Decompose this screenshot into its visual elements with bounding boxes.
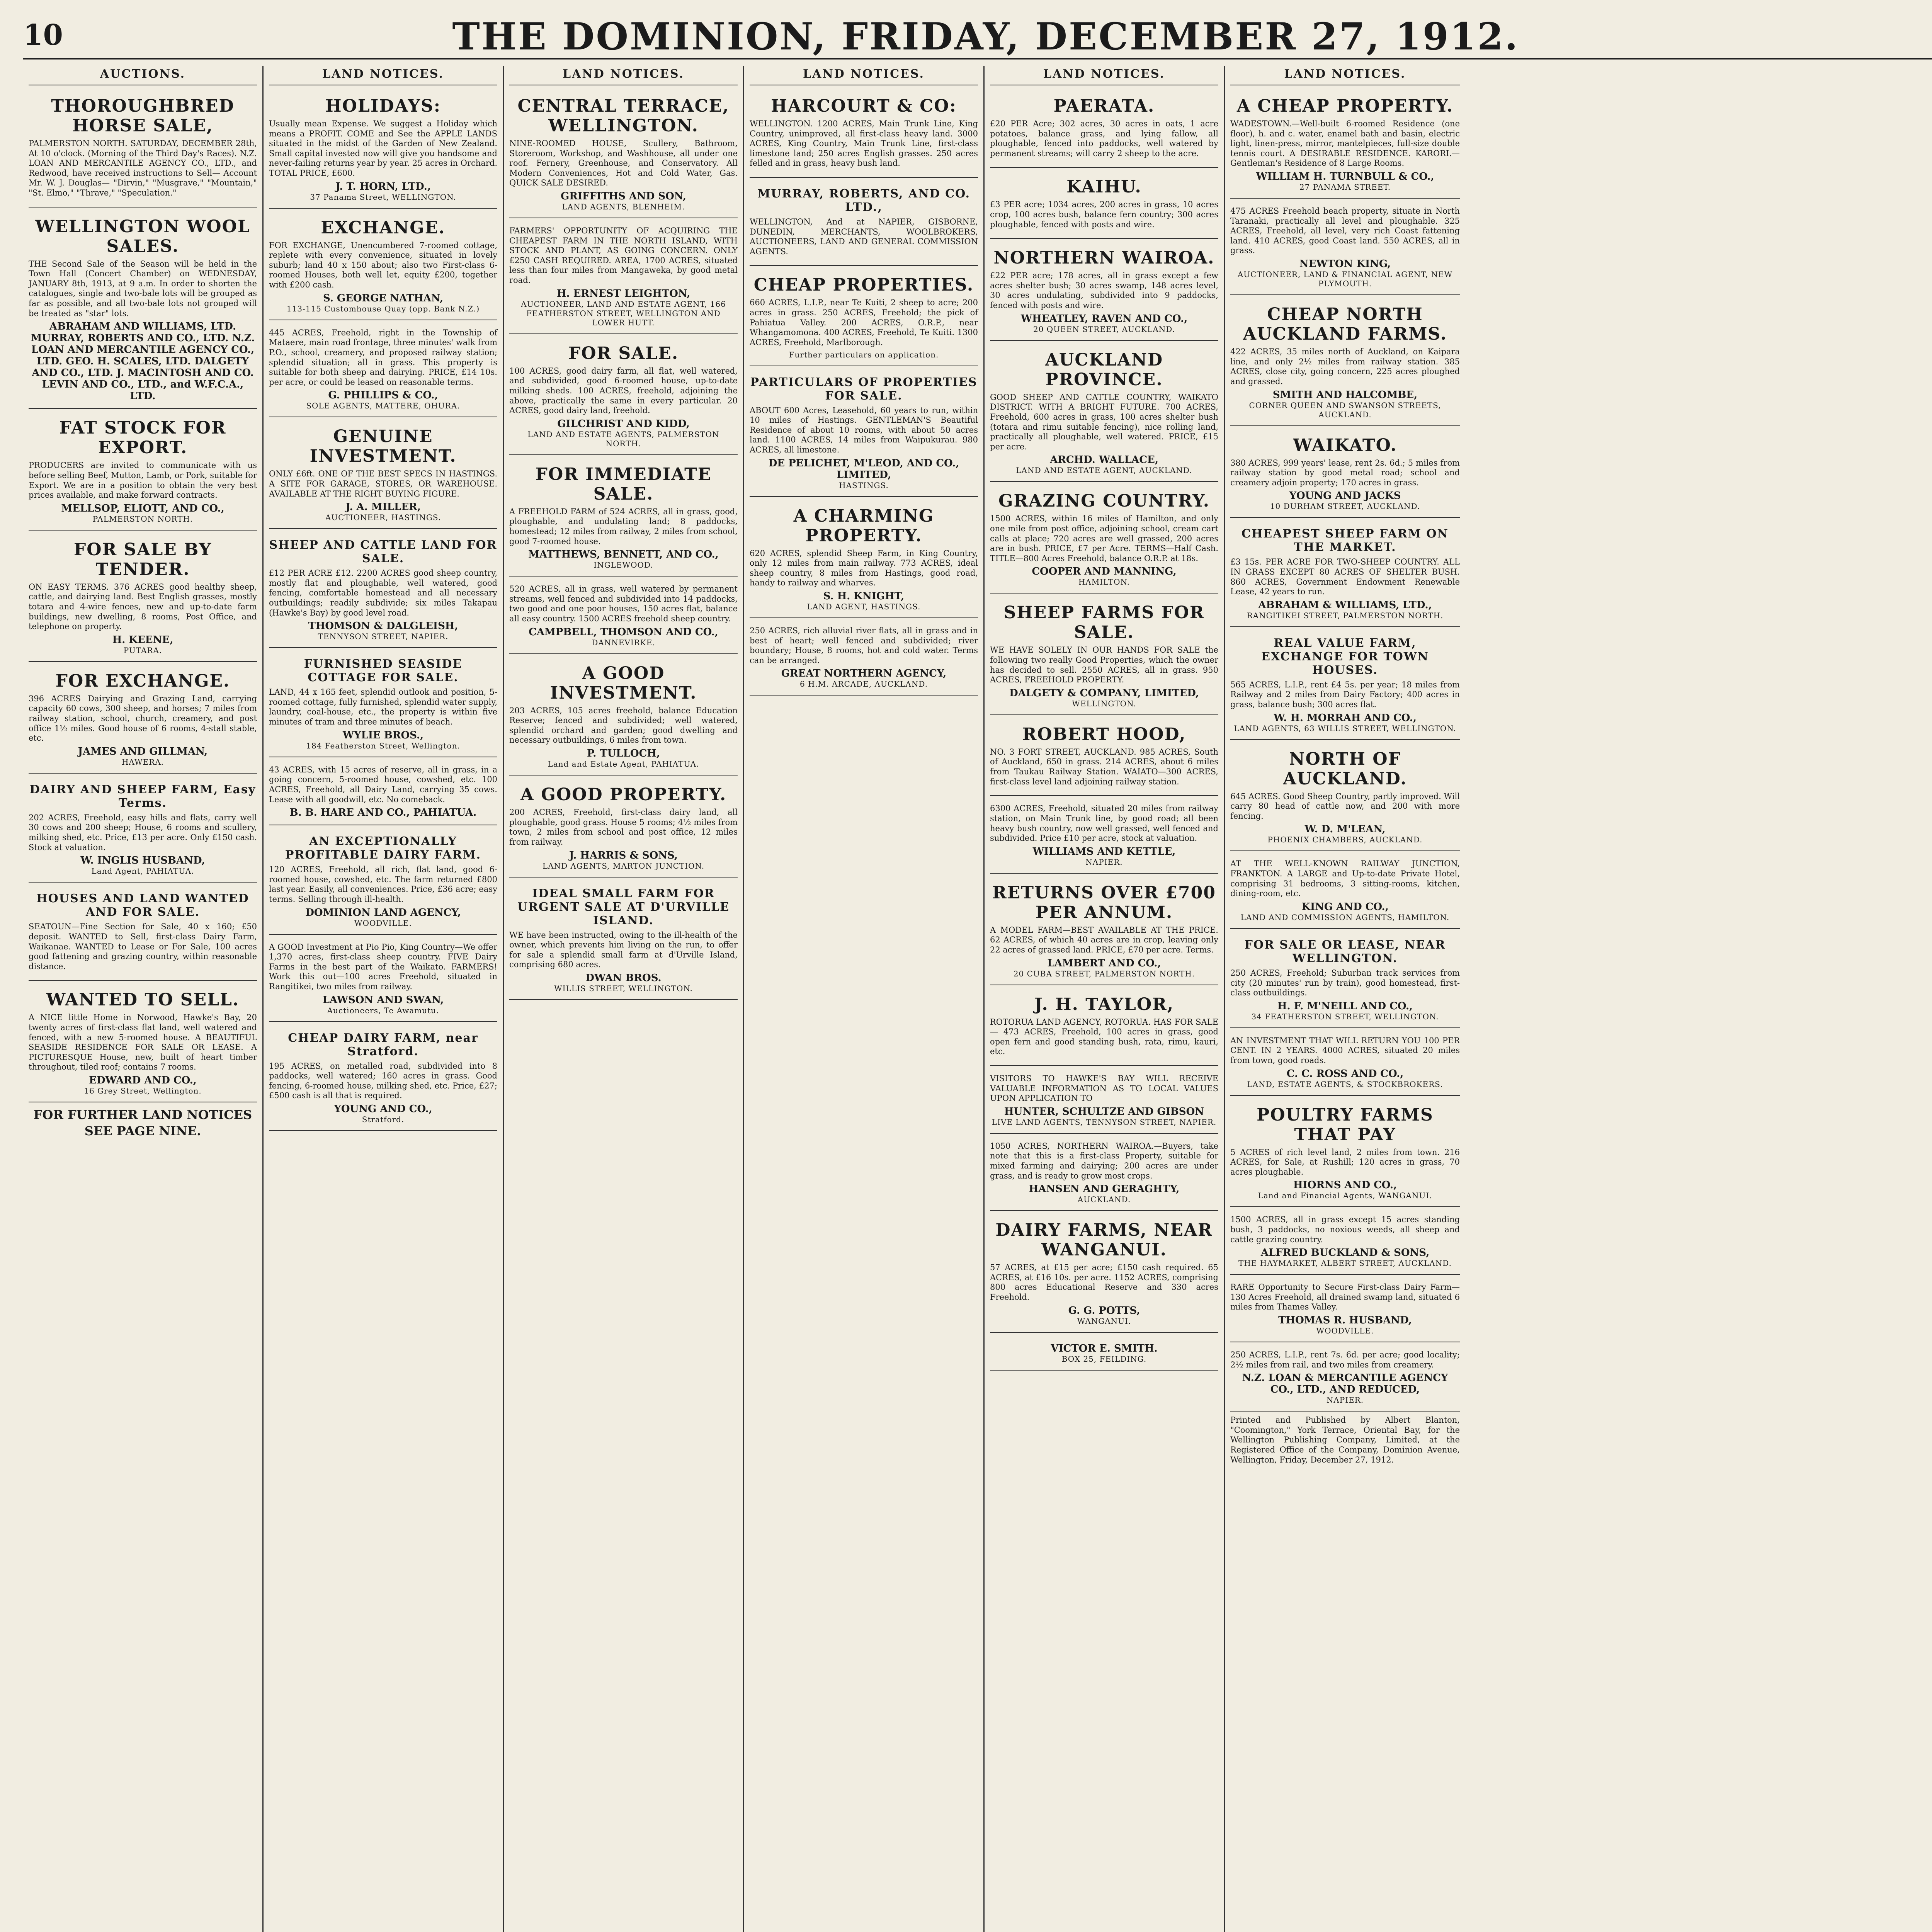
advertisement (990, 1337, 1218, 1371)
ad-body: 250 ACRES, L.I.P., rent 7s. 6d. per acre; good locality; 2½ miles from rail, and two miles from creamery. (1230, 1350, 1460, 1369)
column-1 (23, 66, 264, 1932)
ad-advertiser: DOMINION LAND AGENCY, (305, 906, 461, 918)
ad-advertiser: HANSEN AND GERAGHTY, (1029, 1183, 1180, 1195)
ad-body: A FREEHOLD FARM of 524 ACRES, all in grass, good, ploughable, and undulating land; 8 paddocks, homestead; 12 miles from railway, 2 miles from school, good 7-roomed house. (509, 507, 738, 546)
column-6 (1225, 66, 1465, 1932)
advertisement (509, 222, 738, 334)
see-page-nine-note: FOR FURTHER LAND NOTICES SEE PAGE NINE. (33, 1107, 252, 1138)
advertisement (1230, 631, 1460, 740)
ad-title: THOROUGHBRED HORSE SALE, (51, 96, 235, 136)
ad-body: WADESTOWN.—Well-built 6-roomed Residence (one floor), h. and c. water, enamel bath and basin, electric light, linen-press, mirror, mantelpieces, full-size double tennis court. A DESIRABLE RESIDENCE. KARORI.—Gentleman's Residence of 8 Large Rooms. (1230, 119, 1460, 168)
ad-title: PAERATA. (1053, 96, 1155, 116)
ad-address: CORNER QUEEN AND SWANSON STREETS, AUCKLAND. (1249, 400, 1441, 419)
ad-body: ABOUT 600 Acres, Leasehold, 60 years to run, within 10 miles of Hastings. GENTLEMAN'S Beautiful Residence of about 10 rooms, with about 50 acres land. 1100 ACRES, 14 miles from Waipukurau. 980 ACRES, all limestone. (750, 405, 978, 454)
ad-address: Auctioneers, Te Awamutu. (327, 1005, 439, 1015)
printer-imprint: Printed and Published by Albert Blanton, "Coomington," York Terrace, Oriental Bay, for the Wellington Publishing Company, Limited, at the Registered Office of the Company, Dominion Avenue, Wellington, Friday, December 27, 1912. (1230, 1415, 1460, 1464)
ad-title: WANTED TO SELL. (46, 990, 240, 1010)
column-heading: AUCTIONS. (29, 66, 257, 85)
ad-advertiser: WYLIE BROS., (342, 729, 424, 741)
ad-body: 43 ACRES, with 15 acres of reserve, all in grass, in a going concern, 5-roomed house, cowshed, etc. 100 ACRES, Freehold, all Dairy Land, carrying 35 cows. Lease with all goodwill, etc. No comeback. (269, 765, 497, 804)
ad-title: CHEAP DAIRY FARM, near Stratford. (288, 1031, 478, 1058)
ad-body: FARMERS' OPPORTUNITY OF ACQUIRING THE CHEAPEST FARM IN THE NORTH ISLAND, WITH STOCK AND PLANT, AS GOING CONCERN. ONLY £250 CASH REQUIRED. AREA, 1700 ACRES, situated less than four miles from Mangaweka, by good metal road. (509, 226, 738, 285)
ad-address: HAMILTON. (1078, 577, 1130, 587)
ad-address: LAND AND COMMISSION AGENTS, HAMILTON. (1240, 912, 1450, 922)
advertisement (1230, 91, 1460, 199)
ad-address: 6 H.M. ARCADE, AUCKLAND. (799, 679, 928, 689)
ad-advertiser: ALFRED BUCKLAND & SONS, (1260, 1247, 1430, 1259)
ad-body: A MODEL FARM—BEST AVAILABLE AT THE PRICE. 62 ACRES, of which 40 acres are in crop, leaving only 22 acres of grassed land. PRICE, £70 per acre. Terms. (990, 925, 1218, 954)
advertisement (750, 370, 978, 497)
ad-advertiser: HUNTER, SCHULTZE AND GIBSON (1004, 1105, 1204, 1117)
ad-address: WOODVILLE. (1316, 1326, 1374, 1336)
advertisement (990, 1215, 1218, 1332)
advertisement (269, 1026, 497, 1131)
advertisement (509, 580, 738, 654)
ad-body: RARE Opportunity to Secure First-class Dairy Farm—130 Acres Freehold, all drained swamp land, situated 6 miles from Thames Valley. (1230, 1282, 1460, 1312)
ad-advertiser: W. D. M'LEAN, (1304, 823, 1386, 835)
ad-advertiser: W. H. MORRAH AND CO., (1274, 712, 1417, 724)
page-number: 10 (23, 19, 63, 52)
advertisement (269, 939, 497, 1022)
ad-advertiser: MELLSOP, ELIOTT, AND CO., (61, 502, 224, 514)
advertisement (1230, 430, 1460, 518)
ad-body: 565 ACRES, L.I.P., rent £4 5s. per year; 18 miles from Railway and 2 miles from Dairy Factory; 400 acres in grass, balance bush; 300 acres flat. (1230, 680, 1460, 709)
ad-address: Land and Estate Agent, PAHIATUA. (548, 759, 699, 769)
ad-body: 445 ACRES, Freehold, right in the Township of Mataere, main road frontage, three minutes' walk from P.O., school, creamery, and proposed railway station; splendid situation; all in grass. This property is suitable for both sheep and dairying. PRICE, £14 10s. per acre, or could be leased on reasonable terms. (269, 328, 497, 387)
ad-advertiser: THOMSON & DALGLEISH, (308, 620, 458, 632)
ad-advertiser: VICTOR E. SMITH. (1051, 1342, 1158, 1354)
ad-advertiser: J. HARRIS & SONS, (569, 849, 678, 861)
column-heading: LAND NOTICES. (990, 66, 1218, 85)
ad-title: WELLINGTON WOOL SALES. (35, 216, 250, 256)
ad-address: 10 DURHAM STREET, AUCKLAND. (1270, 502, 1420, 511)
ad-title: AUCKLAND PROVINCE. (1045, 350, 1163, 389)
ad-body: WELLINGTON. 1200 ACRES, Main Trunk Line, King Country, unimproved, all first-class heavy land. 3000 ACRES, King Country, Main Trunk Line, first-class limestone land; 250 acres English grasses. 250 acres felled and in grass, heavy bush land. (750, 119, 978, 168)
ad-body: PALMERSTON NORTH. SATURDAY, DECEMBER 28th, At 10 o'clock. (Morning of the Third Day's Races). N.Z. LOAN AND MERCANTILE AGENCY CO., LTD., and Redwood, have received instructions to Sell— Account Mr. W. J. Douglas— "Dirvin," "Musgrave," "Mountain," "St. Elmo," "Thrave," "Speculation." (29, 139, 257, 198)
ad-address: BOX 25, FEILDING. (1061, 1354, 1147, 1364)
ad-address: LIVE LAND AGENTS, TENNYSON STREET, NAPIER. (992, 1117, 1217, 1127)
ad-body: VISITORS TO HAWKE'S BAY WILL RECEIVE VALUABLE INFORMATION AS TO LOCAL VALUES UPON APPLICATION TO (990, 1073, 1218, 1103)
ad-address: LAND AGENT, HASTINGS. (807, 602, 921, 612)
ad-body: NO. 3 FORT STREET, AUCKLAND. 985 ACRES, South of Auckland, 650 in grass. 214 ACRES, about 6 miles from Taukau Railway Station. WAIATO—300 ACRES, first-class level land adjoining railway station. (990, 747, 1218, 786)
ad-title: AN EXCEPTIONALLY PROFITABLE DAIRY FARM. (285, 835, 481, 862)
ad-advertiser: W. INGLIS HUSBAND, (80, 855, 205, 867)
ad-address: WOODVILLE. (354, 918, 412, 928)
ad-address: RANGITIKEI STREET, PALMERSTON NORTH. (1247, 611, 1444, 620)
ad-title: PARTICULARS OF PROPERTIES FOR SALE. (750, 375, 978, 403)
ad-address: LAND AGENTS, BLENHEIM. (562, 202, 685, 212)
advertisement (269, 652, 497, 757)
ad-advertiser: J. A. MILLER, (345, 501, 421, 513)
ad-address: 184 Featherston Street, Wellington. (306, 741, 460, 750)
columns-container (23, 66, 1932, 1932)
ad-advertiser: SMITH AND HALCOMBE, (1272, 389, 1418, 401)
ad-title: KAIHU. (1066, 177, 1142, 197)
advertisement (990, 800, 1218, 873)
ad-title: IDEAL SMALL FARM FOR URGENT SALE AT D'URVILLE ISLAND. (517, 886, 730, 927)
ad-title: DAIRY AND SHEEP FARM, Easy Terms. (29, 782, 256, 810)
advertisement (1230, 522, 1460, 627)
ad-advertiser: HIORNS AND CO., (1293, 1179, 1397, 1191)
ad-advertiser: H. KEENE, (112, 634, 173, 646)
ad-body: 1500 ACRES, all in grass except 15 acres standing bush, 3 paddocks, no noxious weeds, all sheep and cattle grazing country. (1230, 1215, 1460, 1244)
ad-advertiser: H. F. M'NEILL AND CO., (1277, 1000, 1413, 1012)
ad-advertiser: YOUNG AND JACKS (1289, 490, 1401, 502)
ad-advertiser: EDWARD AND CO., (89, 1074, 197, 1086)
ad-body: £20 PER Acre; 302 acres, 30 acres in oats, 1 acre potatoes, balance grass, and lying fallow, all ploughable, fenced into paddocks, well watered by permanent streams; will carry 2 sheep to the acre. (990, 119, 1218, 158)
ad-body: ONLY £6ft. ONE OF THE BEST SPECS IN HASTINGS. A SITE FOR GARAGE, STORES, OR WAREHOUSE. AVAILABLE AT THE RIGHT BUYING FIGURE. (269, 469, 497, 498)
advertisement (269, 324, 497, 418)
ad-body: 250 ACRES, Freehold; Suburban track services from city (20 minutes' run by train), good homestead, first-class outbuildings. (1230, 968, 1460, 998)
advertisement (750, 622, 978, 696)
ad-body: 645 ACRES. Good Sheep Country, partly improved. Will carry 80 head of cattle now, and 200 with more fencing. (1230, 791, 1460, 821)
advertisement (269, 533, 497, 648)
advertisement (269, 91, 497, 209)
ad-body: WE HAVE SOLELY IN OUR HANDS FOR SALE the following two really Good Properties, which the owner has decided to sell. 2550 ACRES, all in grass. 950 ACRES, FREEHOLD PROPERTY. (990, 645, 1218, 685)
advertisement (29, 91, 257, 207)
ad-advertiser: JAMES AND GILLMAN, (78, 745, 208, 757)
ad-title: MURRAY, ROBERTS, AND CO. LTD., (757, 187, 970, 214)
ad-body: AT THE WELL-KNOWN RAILWAY JUNCTION, FRANKTON. A LARGE and Up-to-date Private Hotel, comprising 31 bedrooms, 3 sitting-rooms, kitchen, dining-room, etc. (1230, 859, 1460, 898)
ad-address: 113-115 Customhouse Quay (opp. Bank N.Z.) (286, 304, 480, 313)
ad-body: GOOD SHEEP AND CATTLE COUNTRY, WAIKATO DISTRICT. WITH A BRIGHT FUTURE. 700 ACRES, Freehold, 600 acres in grass, 100 acres shelter bush (totara and rimu suitable fencing), nice rolling land, practically all ploughable, well watered. PRICE, £15 per acre. (990, 392, 1218, 451)
advertisement (1230, 1032, 1460, 1096)
ad-advertiser: WHEATLEY, RAVEN AND CO., (1020, 313, 1188, 325)
ad-title: FAT STOCK FOR EXPORT. (59, 418, 226, 458)
advertisement (990, 878, 1218, 985)
ad-title: RETURNS OVER £700 PER ANNUM. (992, 883, 1216, 922)
ad-advertiser: J. T. HORN, LTD., (335, 180, 431, 192)
ad-advertiser: S. GEORGE NATHAN, (323, 292, 444, 304)
ad-advertiser: S. H. KNIGHT, (823, 590, 905, 602)
advertisement (29, 985, 257, 1102)
column-heading: LAND NOTICES. (1230, 66, 1460, 85)
advertisement (990, 1070, 1218, 1134)
ad-address: TENNYSON STREET, NAPIER. (318, 632, 449, 641)
advertisement (750, 182, 978, 266)
ad-address: Further particulars on application. (789, 350, 939, 359)
advertisement (29, 777, 257, 883)
ad-advertiser: NEWTON KING, (1299, 258, 1391, 270)
ad-body: 5 ACRES of rich level land, 2 miles from town. 216 ACRES, for Sale, at Rushill; 120 acres in grass, 70 acres ploughable. (1230, 1147, 1460, 1177)
ad-body: AN INVESTMENT THAT WILL RETURN YOU 100 PER CENT. IN 2 YEARS. 4000 ACRES, situated 20 miles from town, good roads. (1230, 1036, 1460, 1065)
advertisement (269, 421, 497, 529)
ad-address: 37 Panama Street, WELLINGTON. (310, 192, 456, 202)
ad-address: 16 Grey Street, Wellington. (84, 1086, 202, 1095)
ad-title: FOR SALE. (568, 343, 679, 363)
ad-advertiser: DE PELICHET, M'LEOD, AND CO., LIMITED, (768, 457, 959, 481)
advertisement (509, 658, 738, 776)
ad-title: A GOOD INVESTMENT. (550, 663, 697, 703)
advertisement (990, 345, 1218, 482)
ad-advertiser: LAWSON AND SWAN, (322, 994, 444, 1006)
column-heading: LAND NOTICES. (509, 66, 738, 85)
ad-body: A GOOD Investment at Pio Pio, King Country—We offer 1,370 acres, first-class sheep country. FIVE Dairy Farms in the best part of the Waikato. FARMERS! Work this out—100 acres Freehold, situated in Rangitikei, two miles from railway. (269, 942, 497, 991)
masthead (23, 12, 1932, 60)
ad-body: 422 ACRES, 35 miles north of Auckland, on Kaipara line, and only 2½ miles from railway station. 385 ACRES, close city, going concern, 225 acres ploughed and grassed. (1230, 347, 1460, 386)
ad-title: SHEEP AND CATTLE LAND FOR SALE. (269, 538, 497, 566)
ad-advertiser: B. B. HARE AND CO., PAHIATUA. (289, 807, 477, 819)
ad-body: ON EASY TERMS. 376 ACRES good healthy sheep, cattle, and dairying land. Best English grasses, mostly totara and 4-wire fences, new and up-to-date farm buildings, new dwelling, 8 rooms, Post Office, and telephone on property. (29, 582, 257, 631)
ad-body: 1500 ACRES, within 16 miles of Hamilton, and only one mile from post office, adjoining school, cream cart calls at place; 720 acres are well grassed, 200 acres are in bush. PRICE, £7 per Acre. TERMS—Half Cash. TITLE—800 Acres Freehold, balance O.R.P. at 18s. (990, 514, 1218, 563)
ad-body: 100 ACRES, good dairy farm, all flat, well watered, and subdivided, good 6-roomed house, up-to-date milking sheds. 100 ACRES, freehold, adjoining the above, practically the same in every particular. 20 ACRES, good dairy land, freehold. (509, 366, 738, 415)
ad-body: 120 ACRES, Freehold, all rich, flat land, good 6-roomed house, cowshed, etc. The farm returned £800 last year. Easily, all conveniences. Price, £36 acre; easy terms. Selling through ill-health. (269, 865, 497, 904)
ad-address: HAWERA. (121, 757, 164, 767)
ad-address: LAND AND ESTATE AGENTS, PALMERSTON NORTH. (527, 429, 719, 448)
ad-title: CHEAPEST SHEEP FARM ON THE MARKET. (1242, 527, 1449, 554)
ad-advertiser: MATTHEWS, BENNETT, AND CO., (528, 549, 719, 561)
advertisement (990, 719, 1218, 796)
advertisement (990, 243, 1218, 340)
ad-address: DANNEVIRKE. (592, 638, 655, 647)
ad-address: Land and Financial Agents, WANGANUI. (1258, 1191, 1432, 1201)
ad-title: CHEAP PROPERTIES. (753, 275, 974, 295)
ad-address: AUCKLAND. (1077, 1195, 1131, 1204)
ad-address: LAND AGENTS, MARTON JUNCTION. (542, 861, 705, 871)
advertisement (509, 881, 738, 1000)
advertisement (29, 666, 257, 774)
ad-address: AUCTIONEER, LAND & FINANCIAL AGENT, NEW PLYMOUTH. (1237, 270, 1453, 289)
ad-address: WELLINGTON. (1072, 699, 1136, 708)
ad-address: THE HAYMARKET, ALBERT STREET, AUCKLAND. (1238, 1259, 1452, 1268)
ad-title: POULTRY FARMS THAT PAY (1257, 1105, 1434, 1145)
ad-advertiser: THOMAS R. HUSBAND, (1278, 1315, 1412, 1327)
ad-address: HASTINGS. (839, 480, 889, 490)
ad-title: SHEEP FARMS FOR SALE. (1003, 603, 1205, 643)
ad-advertiser: P. TULLOCH, (587, 748, 660, 760)
advertisement (990, 91, 1218, 168)
ad-body: 6300 ACRES, Freehold, situated 20 miles from railway station, on Main Trunk line, by good road; all been heavy bush country, now well grassed, well fenced and subdivided. Price £10 per acre, stock at valuation. (990, 804, 1218, 843)
ad-title: HOLIDAYS: (325, 96, 441, 116)
ad-title: FOR SALE BY TENDER. (74, 539, 212, 579)
ad-title: J. H. TAYLOR, (1034, 994, 1174, 1014)
ad-body: £12 PER ACRE £12. 2200 ACRES good sheep country, mostly flat and ploughable, well watered, good fencing, comfortable homestead and all necessary outbuildings; readily subdivide; six miles Takapau (Hawke's Bay) by good level road. (269, 568, 497, 617)
advertisement (29, 413, 257, 530)
ad-address: LAND AGENTS, 63 WILLIS STREET, WELLINGTON. (1234, 723, 1456, 733)
ad-advertiser: ABRAHAM AND WILLIAMS, LTD. MURRAY, ROBERTS AND CO., LTD. N.Z. LOAN AND MERCANTILE AGENCY CO., LTD. GEO. H. SCALES, LTD. DALGETY AND CO., LTD. J. MACINTOSH AND CO. LEVIN AND CO., LTD., and W.F.C.A., LTD. (31, 321, 255, 402)
ad-advertiser: WILLIAM H. TURNBULL & CO., (1256, 171, 1434, 183)
ad-body: A NICE little Home in Norwood, Hawke's Bay, 20 twenty acres of first-class flat land, well watered and fenced, with a new 5-roomed house. A BEAUTIFUL SEASIDE RESIDENCE FOR SALE OR LEASE. A PICTURESQUE House, new, built of heart timber throughout, tiled roof; contains 7 rooms. (29, 1013, 257, 1072)
ad-address: 34 FEATHERSTON STREET, WELLINGTON. (1251, 1012, 1439, 1021)
advertisement (990, 172, 1218, 239)
ad-title: DAIRY FARMS, NEAR WANGANUI. (995, 1220, 1213, 1260)
ad-advertiser: G. PHILLIPS & CO., (328, 389, 438, 401)
ad-advertiser: DWAN BROS. (585, 972, 662, 984)
ad-advertiser: KING AND CO., (1301, 901, 1389, 913)
column-3 (504, 66, 744, 1932)
ad-body: THE Second Sale of the Season will be held in the Town Hall (Concert Chamber) on WEDNESDAY, JANUARY 8th, 1913, at 9 a.m. In order to shorten the catalogues, single and two-bale lots will be grouped as far as possible, and all two-bale lots not grouped will be treated as "star" lots. (29, 259, 257, 318)
ad-advertiser: N.Z. LOAN & MERCANTILE AGENCY CO., LTD., AND REDUCED, (1242, 1372, 1448, 1396)
ad-address: Land Agent, PAHIATUA. (91, 866, 194, 876)
column-4 (744, 66, 985, 1932)
ad-body: WE have been instructed, owing to the ill-health of the owner, which prevents him living on the run, to offer for sale a splendid small farm at d'Urville Island, comprising 680 acres. (509, 930, 738, 969)
ad-title: HARCOURT & CO: (771, 96, 957, 116)
ad-advertiser: ABRAHAM & WILLIAMS, LTD., (1258, 599, 1432, 611)
ad-body: PRODUCERS are invited to communicate with us before selling Beef, Mutton, Lamb, or Pork, suitable for Export. We are in a position to obtain the very best prices available, and make forward contracts. (29, 461, 257, 500)
advertisement (1230, 1346, 1460, 1412)
ad-address: PHOENIX CHAMBERS, AUCKLAND. (1267, 835, 1423, 845)
advertisement (269, 829, 497, 934)
ad-address: NAPIER. (1085, 857, 1123, 867)
advertisement (269, 213, 497, 320)
ad-body: 520 ACRES, all in grass, well watered by permanent streams, well fenced and subdivided into 14 paddocks, two good and one poor houses, 150 acres flat, balance all easy country. 1500 ACRES freehold sheep country. (509, 584, 738, 624)
ad-advertiser: DALGETY & COMPANY, LIMITED, (1009, 687, 1199, 699)
advertisement (990, 1138, 1218, 1211)
advertisement (509, 91, 738, 218)
ad-title: A CHARMING PROPERTY. (793, 506, 934, 546)
ad-advertiser: GILCHRIST AND KIDD, (557, 418, 690, 430)
ad-body: NINE-ROOMED HOUSE, Scullery, Bathroom, Storeroom, Workshop, and Washhouse, all under one roof. Fernery, Greenhouse, and Conservatory. All Modern Conveniences, Hot and Cold Water, Gas. QUICK SALE DESIRED. (509, 139, 738, 188)
ad-address: PALMERSTON NORTH. (92, 514, 193, 524)
ad-address: LAND, ESTATE AGENTS, & STOCKBROKERS. (1247, 1079, 1443, 1089)
ad-title: EXCHANGE. (321, 218, 446, 238)
ad-body: 475 ACRES Freehold beach property, situate in North Taranaki, practically all level and ploughable. 325 ACRES, Freehold, all level, very rich Coast fattening land. 410 ACRES, good Coast land. 550 ACRES, all in grass. (1230, 206, 1460, 255)
column-heading: LAND NOTICES. (750, 66, 978, 85)
ad-title: A CHEAP PROPERTY. (1236, 96, 1454, 116)
ad-title: A GOOD PROPERTY. (520, 785, 727, 805)
ad-title: REAL VALUE FARM, EXCHANGE FOR TOWN HOUSES. (1261, 636, 1429, 677)
column-5 (985, 66, 1225, 1932)
ad-address: INGLEWOOD. (594, 560, 653, 570)
ad-address: AUCTIONEER, HASTINGS. (325, 513, 441, 522)
ad-body: LAND, 44 x 165 feet, splendid outlook and position, 5-roomed cottage, fully furnished, splendid water supply, laundry, coal-house, etc., the property is within five minutes of tram and three minutes of beach. (269, 687, 497, 727)
ad-title: ROBERT HOOD, (1022, 724, 1186, 744)
ad-address: PUTARA. (123, 645, 162, 655)
advertisement (1230, 1279, 1460, 1342)
ad-body: ROTORUA LAND AGENCY, ROTORUA. HAS FOR SALE— 473 ACRES, Freehold, 100 acres in grass, good open fern and good standing bush, rata, rimu, kauri, etc. (990, 1017, 1218, 1056)
advertisement (29, 534, 257, 662)
ad-address: SOLE AGENTS, MATTERE, OHURA. (306, 401, 460, 411)
advertisement (269, 761, 497, 825)
newspaper-title: THE DOMINION, FRIDAY, DECEMBER 27, 1912. (452, 15, 1519, 58)
ad-advertiser: ARCHD. WALLACE, (1050, 454, 1158, 466)
ad-body: 660 ACRES, L.I.P., near Te Kuiti, 2 sheep to acre; 200 acres in grass. 250 ACRES, Freehold; the pick of Pahiatua Valley. 200 ACRES, O.R.P., near Whangamomona. 400 ACRES, Freehold, Te Kuiti. 1300 ACRES, Freehold, Marlborough. (750, 298, 978, 347)
ad-body: 1050 ACRES, NORTHERN WAIROA.—Buyers, take note that this is a first-class Property, suitable for mixed farming and dairying; 200 acres are under grass, and is ready to grow most crops. (990, 1141, 1218, 1180)
ad-body: £3 PER acre; 1034 acres, 200 acres in grass, 10 acres crop, 100 acres bush, balance fern country; 300 acres ploughable, fenced with posts and wire. (990, 200, 1218, 229)
ad-address: 20 QUEEN STREET, AUCKLAND. (1033, 324, 1175, 334)
advertisement (1230, 855, 1460, 929)
ad-body: 202 ACRES, Freehold, easy hills and flats, carry well 30 cows and 200 sheep; House, 6 rooms and scullery, milking shed, etc. Price, £13 per acre. Only £150 cash. Stock at valuation. (29, 813, 257, 852)
ad-address: Stratford. (362, 1115, 405, 1124)
ad-advertiser: GREAT NORTHERN AGENCY, (781, 668, 947, 680)
advertisement (1230, 1100, 1460, 1208)
ad-advertiser: WILLIAMS AND KETTLE, (1032, 845, 1176, 857)
advertisement (990, 989, 1218, 1066)
ad-address: AUCTIONEER, LAND AND ESTATE AGENT, 166 FEATHERSTON STREET, WELLINGTON AND LOWER HUTT. (521, 299, 726, 327)
ad-body: WELLINGTON, And at NAPIER, GISBORNE, DUNEDIN, MERCHANTS, WOOLBROKERS, AUCTIONEERS, LAND AND GENERAL COMMISSION AGENTS. (750, 217, 978, 256)
ad-address: NAPIER. (1326, 1395, 1364, 1405)
ad-body: 203 ACRES, 105 acres freehold, balance Education Reserve; fenced and subdivided; well watered, splendid orchard and garden; good dwelling and necessary outbuildings, 6 miles from town. (509, 706, 738, 745)
ad-body: 200 ACRES, Freehold, first-class dairy land, all ploughable, good grass. House 5 rooms; 4½ miles from town, 2 miles from school and post office, 12 miles from railway. (509, 808, 738, 847)
advertisement (750, 91, 978, 178)
ad-body: 380 ACRES, 999 years' lease, rent 2s. 6d.; 5 miles from railway station by good metal road; school and creamery adjoin property; 170 acres in grass. (1230, 458, 1460, 487)
advertisement (1230, 933, 1460, 1028)
ad-title: CHEAP NORTH AUCKLAND FARMS. (1243, 304, 1447, 344)
advertisement (990, 597, 1218, 715)
advertisement (750, 270, 978, 366)
ad-advertiser: YOUNG AND CO., (334, 1103, 432, 1115)
ad-title: CENTRAL TERRACE, WELLINGTON. (517, 96, 730, 136)
advertisement (1230, 202, 1460, 295)
advertisement (29, 211, 257, 409)
ad-body: £3 15s. PER ACRE FOR TWO-SHEEP COUNTRY. ALL IN GRASS EXCEPT 80 ACRES OF SHELTER BUSH. 860 ACRES, Government Endowment Renewable Lease, 42 years to run. (1230, 557, 1460, 597)
ad-advertiser: GRIFFITHS AND SON, (561, 190, 686, 202)
ad-body: 620 ACRES, splendid Sheep Farm, in King Country, only 12 miles from main railway. 773 ACRES, ideal sheep country, 8 miles from Hastings, good road, handy to railway and wharves. (750, 548, 978, 588)
ad-title: NORTH OF AUCKLAND. (1283, 749, 1407, 789)
ad-title: WAIKATO. (1293, 435, 1397, 455)
ad-address: WILLIS STREET, WELLINGTON. (554, 983, 693, 993)
advertisement (509, 779, 738, 877)
ad-advertiser: G. G. POTTS, (1068, 1304, 1140, 1316)
ad-advertiser: H. ERNEST LEIGHTON, (556, 287, 690, 299)
ad-title: FOR EXCHANGE. (55, 671, 230, 691)
ad-address: LAND AND ESTATE AGENT, AUCKLAND. (1016, 466, 1192, 475)
advertisement (1230, 1211, 1460, 1275)
advertisement (509, 459, 738, 577)
ad-title: NORTHERN WAIROA. (993, 248, 1215, 268)
ad-body: 57 ACRES, at £15 per acre; £150 cash required. 65 ACRES, at £16 10s. per acre. 1152 ACRES, comprising 800 acres Educational Reserve and 330 acres Freehold. (990, 1263, 1218, 1302)
advertisement (990, 486, 1218, 594)
ad-body: Usually mean Expense. We suggest a Holiday which means a PROFIT. COME and See the APPLE LANDS situated in the midst of the Garden of New Zealand. Small capital invested now will give you handsome and never-failing returns year by year. 25 acres in Orchard. TOTAL PRICE, £600. (269, 119, 497, 178)
ad-title: FOR SALE OR LEASE, NEAR WELLINGTON. (1244, 938, 1446, 965)
ad-body: 396 ACRES Dairying and Grazing Land, carrying capacity 60 cows, 300 sheep, and horses; 7 miles from railway station, school, church, creamery, and post office 1½ miles. Good house of 6 rooms, 4-stall stable, etc. (29, 694, 257, 743)
ad-title: HOUSES AND LAND WANTED AND FOR SALE. (36, 892, 249, 919)
ad-body: 250 ACRES, rich alluvial river flats, all in grass and in best of heart; well fenced and subdivided; river boundary; House, 8 rooms, hot and cold water. Terms can be arranged. (750, 626, 978, 665)
ad-title: FOR IMMEDIATE SALE. (535, 464, 712, 504)
ad-title: GENUINE INVESTMENT. (310, 427, 457, 466)
column-heading: LAND NOTICES. (269, 66, 497, 85)
ad-body: SEATOUN—Fine Section for Sale, 40 x 160; £50 deposit. WANTED to Sell, first-class Dairy Farm, Waikanae. WANTED to Lease or For Sale, 100 acres good fattening and grazing country, within reasonable distance. (29, 922, 257, 971)
ad-address: 20 CUBA STREET, PALMERSTON NORTH. (1013, 969, 1195, 978)
ad-advertiser: C. C. ROSS AND CO., (1286, 1068, 1404, 1080)
ad-body: 195 ACRES, on metalled road, subdivided into 8 paddocks, well watered; 160 acres in grass. Good fencing, 6-roomed house, milking shed, etc. Price, £27; £500 cash is all that is required. (269, 1061, 497, 1100)
advertisement (1230, 299, 1460, 426)
ad-title: GRAZING COUNTRY. (998, 491, 1210, 511)
ad-address: 27 PANAMA STREET. (1299, 182, 1391, 192)
ad-address: WANGANUI. (1077, 1316, 1131, 1326)
ad-body: FOR EXCHANGE, Unencumbered 7-roomed cottage, replete with every convenience, situated in lovely suburb; land 40 x 150 about; also two First-class 6-roomed Houses, both well let, equity £200, together with £200 cash. (269, 240, 497, 290)
advertisement (29, 886, 257, 981)
ad-advertiser: COOPER AND MANNING, (1032, 566, 1177, 578)
ad-body: £22 PER acre; 178 acres, all in grass except a few acres shelter bush; 30 acres swamp, 148 acres level, 30 acres undulating, subdivided into 9 paddocks, fenced with posts and wire. (990, 271, 1218, 310)
advertisement (1230, 744, 1460, 852)
column-2 (264, 66, 504, 1932)
advertisement (509, 338, 738, 455)
ad-title: FURNISHED SEASIDE COTTAGE FOR SALE. (304, 657, 463, 685)
ad-advertiser: LAMBERT AND CO., (1047, 957, 1161, 969)
advertisement (750, 501, 978, 618)
ad-advertiser: CAMPBELL, THOMSON AND CO., (529, 626, 718, 638)
